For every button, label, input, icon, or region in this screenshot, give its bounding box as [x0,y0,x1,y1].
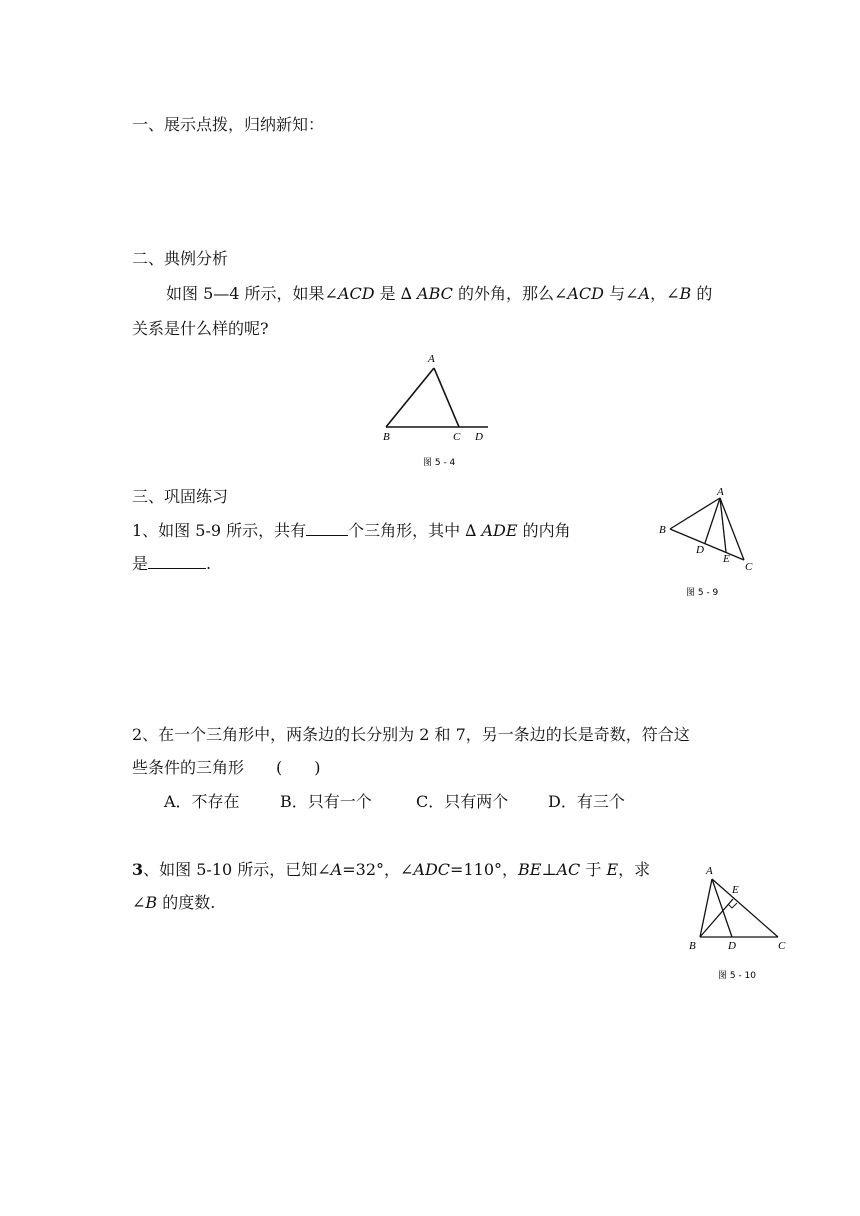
figure-5-9 [656,484,756,600]
section1-heading: 一、展示点拨，归纳新知： [132,115,325,134]
label-d: D [728,940,736,952]
label-a: A [428,353,435,365]
figure-caption: 图 5 - 9 [686,588,719,598]
segment-ac [434,368,459,427]
label-b: B [383,431,390,443]
example-line-1: 如图 5—4 所示，如果∠ACD 是 ∆ ABC 的外角，那么∠ACD 与∠A，∠B 的 [166,284,713,303]
figure-5-10 [680,860,796,984]
segment-ab [670,498,720,529]
figure-caption: 图 5 - 10 [718,971,757,981]
question-1-line-2: 是 . [132,554,212,573]
option-c[interactable]: C．只有两个 [416,792,509,811]
answer-blank-angles[interactable] [148,553,206,569]
segment-ab [700,879,712,937]
label-b: B [659,524,666,536]
option-a[interactable]: A．不存在 [164,792,240,811]
question-3-line-1: 3、如图 5-10 所示，已知∠A=32°，∠ADC=110°，BE⊥AC 于 E，求 [132,860,651,879]
figure-5-4 [378,350,500,470]
label-c: C [778,940,786,952]
question-1-line-1: 1、如图 5-9 所示，共有 个三角形，其中 ∆ ADE 的内角 [132,521,571,540]
segment-bc [670,529,744,560]
label-d: D [696,544,704,556]
figure-caption: 图 5 - 4 [423,458,456,468]
section2-heading: 二、典例分析 [132,249,229,268]
option-d[interactable]: D．有三个 [548,792,625,811]
label-c: C [745,561,753,573]
example-line-2: 关系是什么样的呢? [132,319,269,338]
segment-ab [386,368,434,427]
label-a: A [717,486,724,498]
question-2-line-2: 些条件的三角形 ( ) [132,758,321,777]
label-a: A [706,865,713,877]
question-3-line-2: ∠B 的度数. [132,893,216,912]
segment-be [700,899,733,937]
section3-heading: 三、巩固练习 [132,487,229,506]
label-c: C [453,431,461,443]
option-b[interactable]: B．只有一个 [280,792,372,811]
label-e: E [732,884,739,896]
answer-blank-count[interactable] [306,520,348,536]
segment-ad [705,498,720,543]
label-d: D [475,431,483,443]
label-e: E [723,553,730,565]
label-b: B [689,940,696,952]
question-2-line-1: 2、在一个三角形中，两条边的长分别为 2 和 7，另一条边的长是奇数，符合这 [132,725,690,744]
